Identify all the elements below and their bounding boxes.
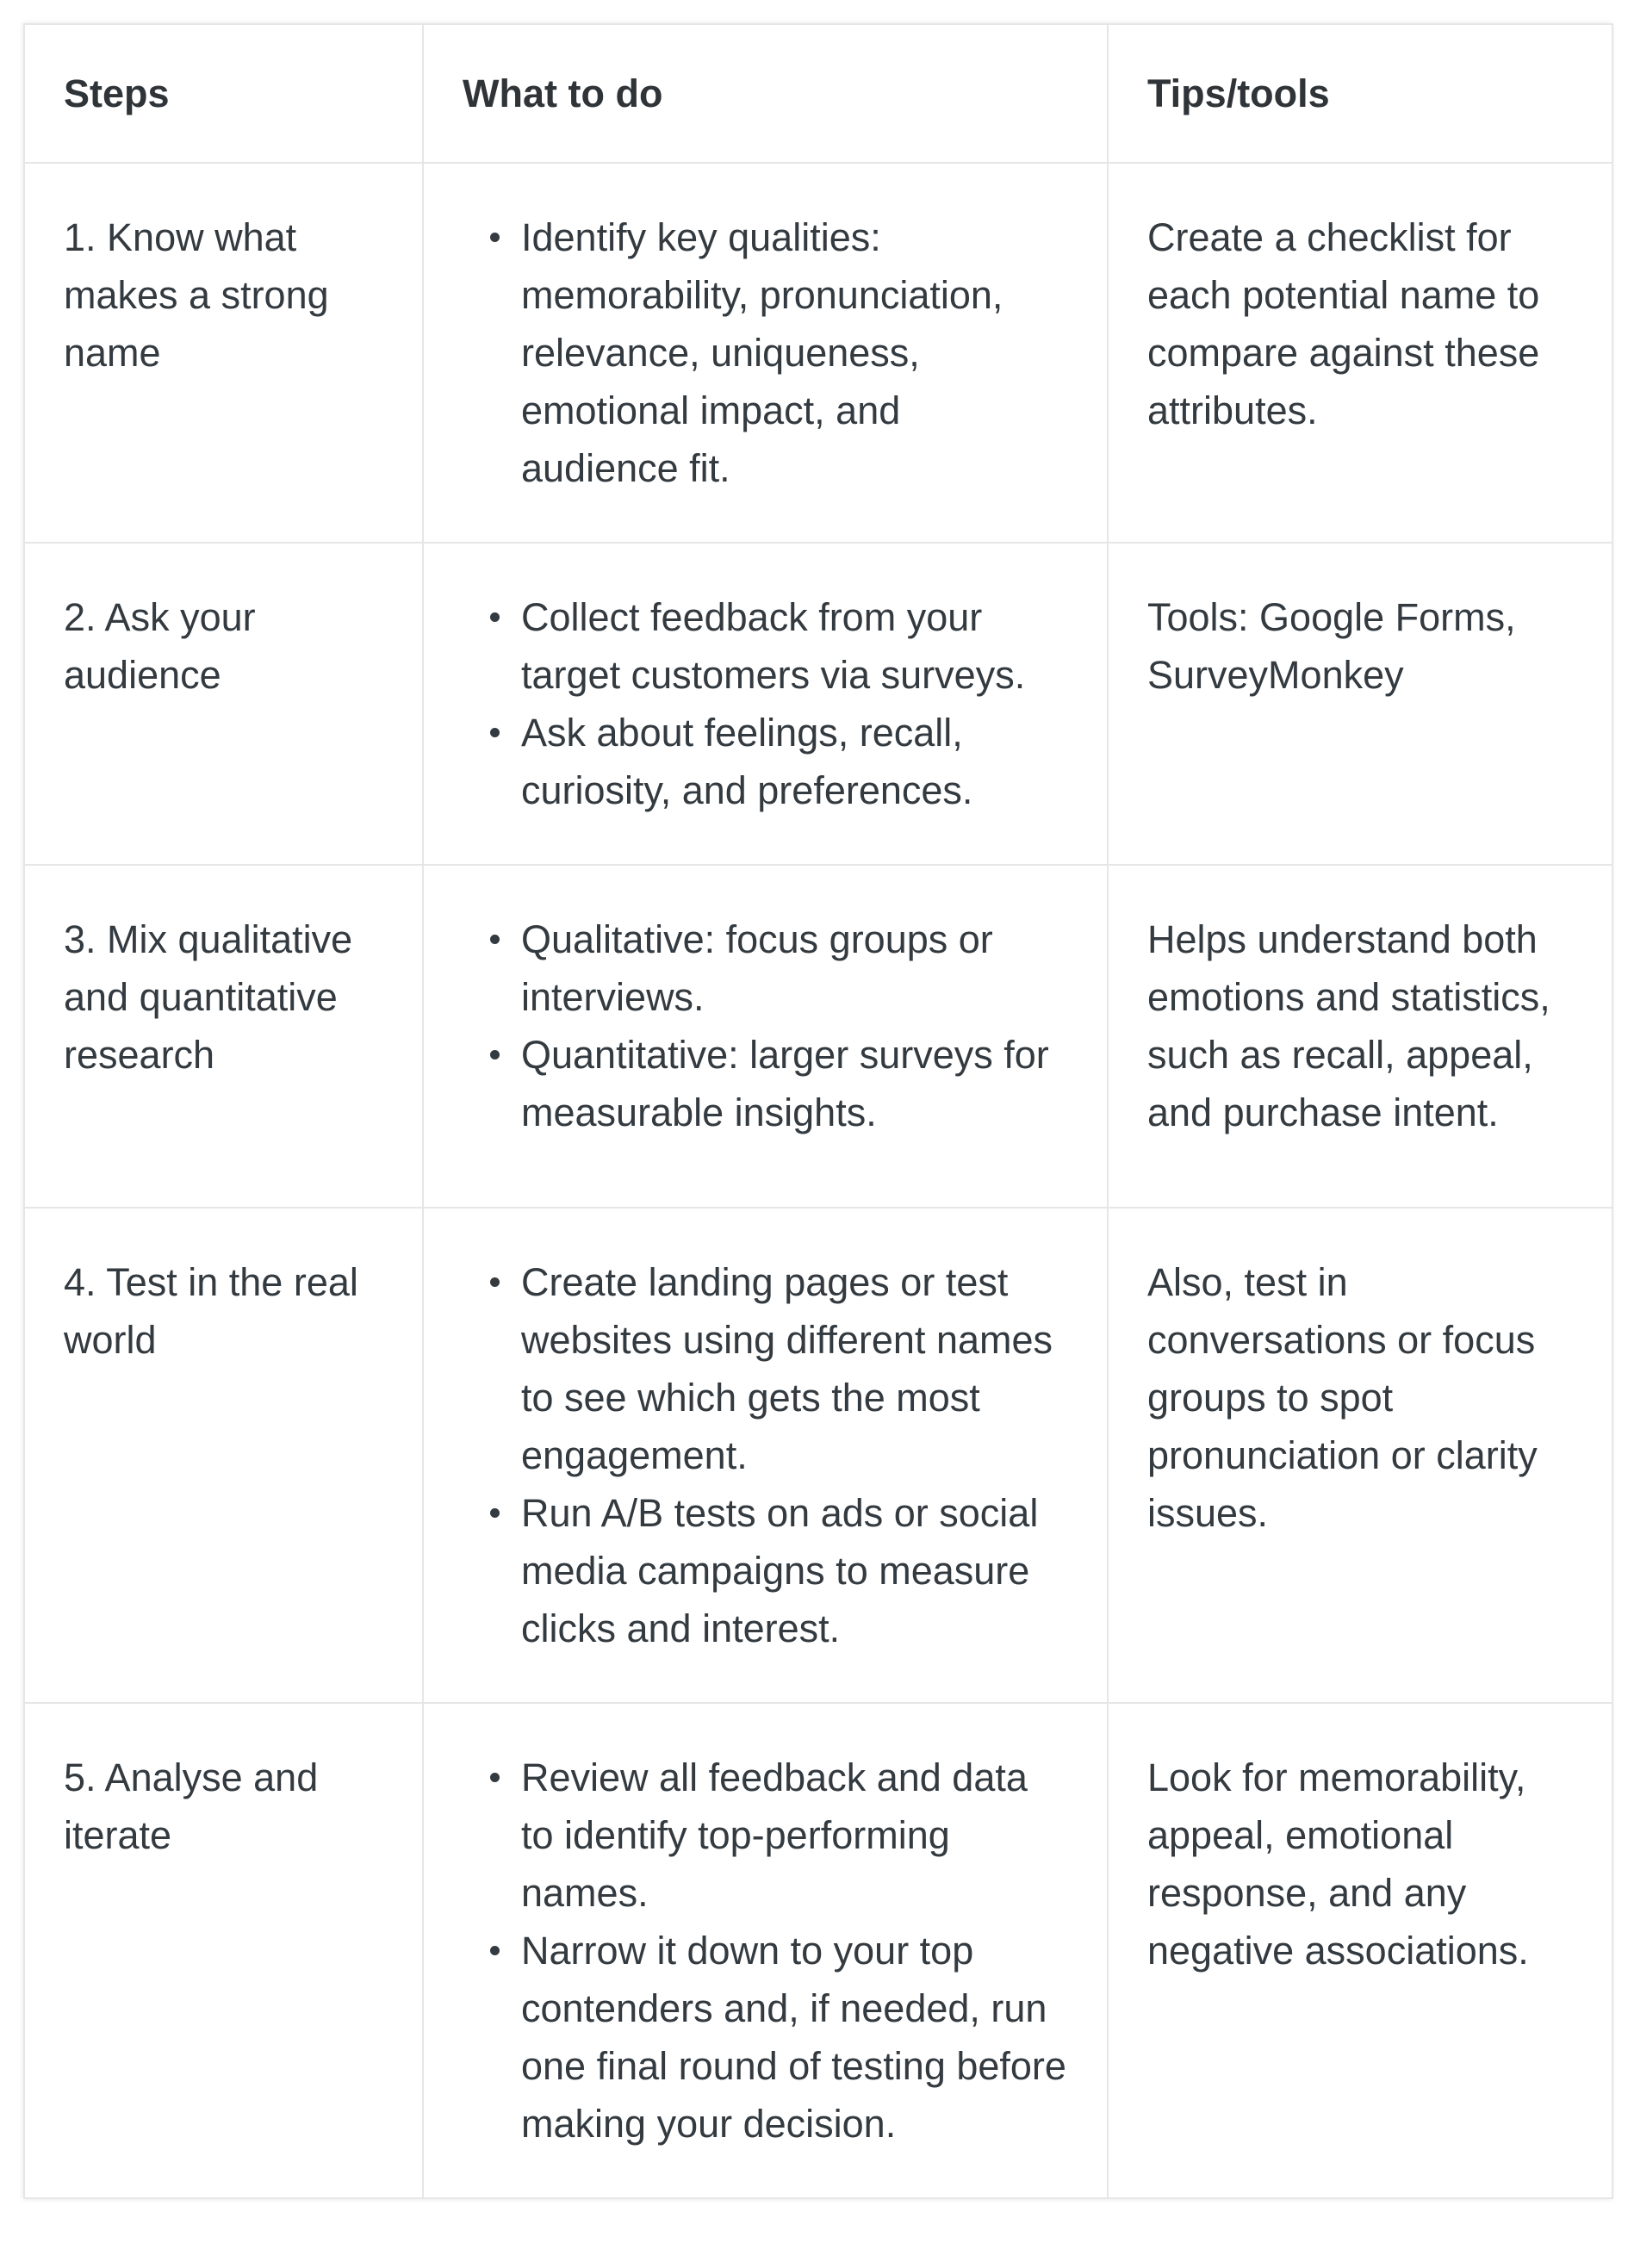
table-row xyxy=(24,163,1612,543)
step-cell: 5. Analyse and iterate xyxy=(24,1703,423,2198)
actions-list xyxy=(463,1253,1068,1657)
tip-cell: Look for memorability, appeal, emotional response, and any negative associations. xyxy=(1108,1703,1612,2198)
action-item: Create landing pages or test websites using different names to see which gets the most engagement. xyxy=(521,1253,1068,1484)
action-item: Identify key qualities: memorability, pronunciation, relevance, uniqueness, emotional impact, and audience fit. xyxy=(521,208,1068,497)
table-header-row xyxy=(24,24,1612,163)
name-testing-table-container xyxy=(23,23,1612,2199)
action-item: Qualitative: focus groups or interviews. xyxy=(521,910,1068,1026)
action-item: Run A/B tests on ads or social media campaigns to measure clicks and interest. xyxy=(521,1484,1068,1657)
action-item: Narrow it down to your top contenders and, if needed, run one final round of testing before making your decision. xyxy=(521,1922,1068,2153)
table-row xyxy=(24,865,1612,1208)
tip-cell: Helps understand both emotions and statistics, such as recall, appeal, and purchase intent. xyxy=(1108,865,1612,1208)
header-steps: Steps xyxy=(24,24,423,163)
actions-list xyxy=(463,910,1068,1141)
actions-cell xyxy=(423,543,1108,865)
step-cell: 2. Ask your audience xyxy=(24,543,423,865)
step-cell: 4. Test in the real world xyxy=(24,1208,423,1703)
tip-cell: Also, test in conversations or focus groups to spot pronunciation or clarity issues. xyxy=(1108,1208,1612,1703)
actions-list xyxy=(463,208,1068,497)
table-row xyxy=(24,1208,1612,1703)
actions-cell xyxy=(423,1208,1108,1703)
step-cell: 3. Mix qualitative and quantitative research xyxy=(24,865,423,1208)
actions-list xyxy=(463,1749,1068,2153)
header-tips-tools: Tips/tools xyxy=(1108,24,1612,163)
actions-list xyxy=(463,588,1068,819)
table-row xyxy=(24,543,1612,865)
header-what-to-do: What to do xyxy=(423,24,1108,163)
action-item: Collect feedback from your target customers via surveys. xyxy=(521,588,1068,704)
name-testing-table xyxy=(23,23,1613,2199)
action-item: Quantitative: larger surveys for measurable insights. xyxy=(521,1026,1068,1141)
action-item: Review all feedback and data to identify top-performing names. xyxy=(521,1749,1068,1922)
tip-cell: Create a checklist for each potential name to compare against these attributes. xyxy=(1108,163,1612,543)
actions-cell xyxy=(423,163,1108,543)
actions-cell xyxy=(423,1703,1108,2198)
table-row xyxy=(24,1703,1612,2198)
action-item: Ask about feelings, recall, curiosity, and preferences. xyxy=(521,704,1068,819)
step-cell: 1. Know what makes a strong name xyxy=(24,163,423,543)
actions-cell xyxy=(423,865,1108,1208)
tip-cell: Tools: Google Forms, SurveyMonkey xyxy=(1108,543,1612,865)
